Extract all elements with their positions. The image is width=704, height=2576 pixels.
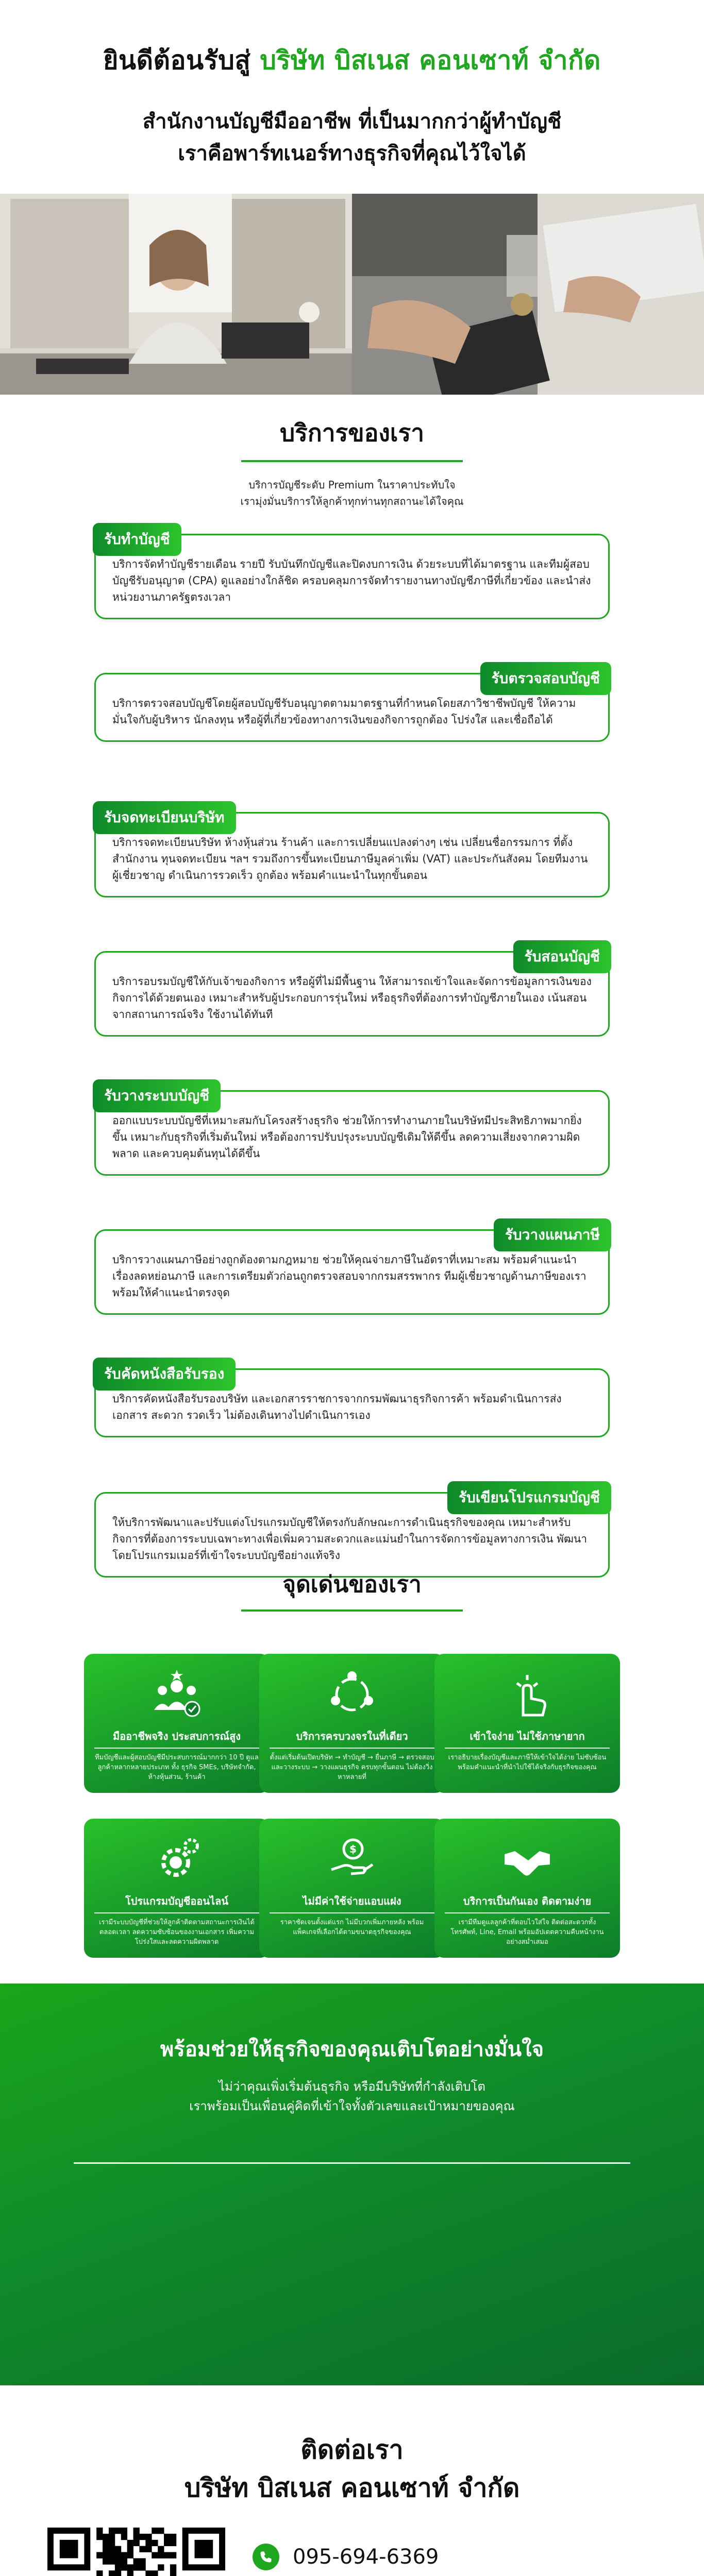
hero-title-brand: บริษัท บิสเนส คอนเซาท์ จำกัด: [260, 45, 601, 75]
service-description: บริการคัดหนังสือรับรองบริษัท และเอกสารราชการจากกรมพัฒนาธุรกิจการค้า พร้อมดำเนินการส่งเอกสาร สะดวก รวดเร็ว ไม่ต้องเดินทางไปดำเนินการเอง: [112, 1393, 562, 1421]
hero-title-prefix: ยินดีต้อนรับสู่: [103, 45, 251, 75]
service-description: บริการอบรมบัญชีให้กับเจ้าของกิจการ หรือผู้ที่ไม่มีพื้นฐาน ให้สามารถเข้าใจและจัดการข้อมูลการเงินของกิจการได้ด้วยตนเอง เหมาะสำหรับผู้ประกอบการรุ่นใหม่ หรือธุรกิจที่ต้องการทำบัญชีภายในเอง เน้นสอนจากสถานการณ์จริง ใช้งานได้ทันที: [112, 975, 592, 1021]
service-card-accounting: [94, 531, 610, 619]
highlights-title: จุดเด่นของเรา: [282, 1571, 422, 1598]
service-description: บริการจดทะเบียนบริษัท ห้างหุ้นส่วน ร้านค้า และการเปลี่ยนแปลงต่างๆ เช่น เปลี่ยนชื่อกรรมการ ที่ตั้งสำนักงาน ทุนจดทะเบียน ฯลฯ รวมถึงการขึ้นทะเบียนภาษีมูลค่าเพิ่ม (VAT) และประกันสังคม โดยทีมงานผู้เชี่ยวชาญ ดำเนินการรวดเร็ว ถูกต้อง พร้อมคำแนะนำในทุกขั้นตอน: [112, 836, 588, 882]
services-section: [0, 395, 704, 1562]
service-description: บริการตรวจสอบบัญชีโดยผู้สอบบัญชีรับอนุญาตตามมาตรฐานที่กำหนดโดยสภาวิชาชีพบัญชี ให้ความมั่นใจกับผู้บริหาร นักลงทุน หรือผู้ที่เกี่ยวข้องทางการเงินของกิจการถูกต้อง โปร่งใส และเชื่อถือได้: [112, 697, 576, 726]
service-tag: รับตรวจสอบบัญชี: [480, 662, 611, 695]
highlight-title: เข้าใจง่าย ไม่ใช้ภาษายาก: [445, 1728, 610, 1749]
services-intro-line2: เรามุ่งมั่นบริการให้ลูกค้าทุกท่านทุกสถานะได้ใจคุณ: [240, 495, 464, 507]
contact-title-line2: บริษัท บิสเนส คอนเซาท์ จำกัด: [184, 2473, 520, 2503]
cta-text-line2: เราพร้อมเป็นเพื่อนคู่คิดที่เข้าใจทั้งตัวเลขและเป้าหมายของคุณ: [189, 2099, 515, 2113]
service-tag: รับจดทะเบียนบริษัท: [93, 801, 236, 834]
svg-text:$: $: [349, 1843, 357, 1855]
highlight-title: ไม่มีค่าใช้จ่ายแอบแฝง: [270, 1893, 434, 1913]
office-photo: [0, 194, 352, 395]
contact-title: [0, 2431, 704, 2507]
highlight-description: เรามีทีมดูแลลูกค้าที่ตอบไวใส่ใจ ติดต่อสะดวกทั้ง โทรศัพท์, Line, Email พร้อมอัปเดตความคืบหน้างานอย่างสม่ำเสมอ: [450, 1919, 604, 1946]
cta-section: [0, 1984, 704, 2385]
team-star-icon: [148, 1666, 205, 1723]
highlight-card-no-hidden-cost: [259, 1819, 445, 1958]
service-tag: รับเขียนโปรแกรมบัญชี: [447, 1481, 611, 1514]
qr-code-graphic: [47, 2528, 225, 2576]
highlight-title: มืออาชีพจริง ประสบการณ์สูง: [94, 1728, 259, 1749]
hero-subtitle: [0, 106, 704, 170]
cycle-icon: [324, 1666, 380, 1723]
office-scene: [0, 194, 352, 395]
hand-tap-icon: [499, 1666, 556, 1723]
highlight-description: ราคาชัดเจนตั้งแต่แรก ไม่มีบวกเพิ่มภายหลัง พร้อมแพ็คเกจที่เลือกได้ตามขนาดธุรกิจของคุณ: [280, 1919, 424, 1936]
service-card-system-design: [94, 1087, 610, 1176]
service-tag: รับคัดหนังสือรับรอง: [93, 1358, 236, 1391]
service-card-software: [94, 1489, 610, 1578]
hero-title: [0, 40, 704, 81]
highlight-card-experience: [84, 1654, 270, 1793]
service-card-registration: [94, 809, 610, 897]
contact-title-line1: ติดต่อเรา: [300, 2435, 404, 2465]
cta-divider: [74, 2162, 630, 2164]
services-intro: [0, 477, 704, 510]
highlight-description: ทีมบัญชีและผู้สอบบัญชีมีประสบการณ์มากกว่า 10 ปี ดูแลลูกค้าหลากหลายประเภท ทั้ง ธุรกิจ SMEs, บริษัทจำกัด, ห้างหุ้นส่วน, ร้านค้า: [95, 1754, 259, 1781]
highlight-card-one-stop: [259, 1654, 445, 1793]
service-tag: รับวางระบบบัญชี: [93, 1079, 221, 1112]
contact-phone-text: 095-694-6369: [293, 2545, 439, 2569]
desk-photo: [352, 194, 704, 395]
phone-icon: [253, 2544, 279, 2570]
coin-hand-icon: [324, 1831, 380, 1888]
highlight-title: บริการครบวงจรในที่เดียว: [270, 1728, 434, 1749]
hero-photo: [0, 194, 704, 395]
cta-text: [0, 2077, 704, 2116]
service-card-certificate: [94, 1365, 610, 1437]
contact-phone[interactable]: [253, 2536, 600, 2576]
cta-text-line1: ไม่ว่าคุณเพิ่งเริ่มต้นธุรกิจ หรือมีบริษัทที่กำลังเติบโต: [218, 2079, 486, 2094]
services-intro-line1: บริการบัญชีระดับ Premium ในราคาประทับใจ: [248, 479, 456, 491]
cta-title: พร้อมช่วยให้ธุรกิจของคุณเติบโตอย่างมั่นใจ: [160, 2038, 544, 2061]
service-tag: รับทำบัญชี: [93, 523, 181, 556]
service-description: ให้บริการพัฒนาและปรับแต่งโปรแกรมบัญชีให้ตรงกับลักษณะการดำเนินธุรกิจของคุณ เหมาะสำหรับกิจการที่ต้องการระบบเฉพาะทางเพื่อเพิ่มความสะดวกและแม่นยำในการจัดการข้อมูลทางการเงิน พัฒนาโดยโปรแกรมเมอร์ที่เข้าใจระบบบัญชีอย่างแท้จริง: [112, 1516, 588, 1562]
service-card-audit: [94, 670, 610, 742]
hero-header: [0, 0, 704, 194]
service-description: ออกแบบระบบบัญชีที่เหมาะสมกับโครงสร้างธุรกิจ ช่วยให้การทำงานภายในบริษัทมีประสิทธิภาพมากยิ่งขึ้น เหมาะกับธุรกิจที่เริ่มต้นใหม่ หรือต้องการปรับปรุงระบบบัญชีเดิมให้ดีขึ้น ลดความเสี่ยงจากความผิดพลาด และควบคุมต้นทุนได้ดีขึ้น: [112, 1114, 582, 1160]
highlight-card-friendly-service: [434, 1819, 620, 1958]
highlights-title-underline: [241, 1609, 463, 1612]
highlight-card-online-software: [84, 1819, 270, 1958]
highlights-section: [0, 1566, 704, 1946]
line-qr-code[interactable]: [47, 2528, 225, 2576]
contact-section: [0, 2385, 704, 2576]
hero-subtitle-line1: สำนักงานบัญชีมืออาชีพ ที่เป็นมากกว่าผู้ทำบัญชี: [142, 110, 562, 133]
service-description: บริการจัดทำบัญชีรายเดือน รายปี รับบันทึกบัญชีและปิดงบการเงิน ด้วยระบบที่ได้มาตรฐาน และทีมผู้สอบบัญชีรับอนุญาต (CPA) ดูแลอย่างใกล้ชิด ครอบคลุมการจัดทำรายงานทางบัญชีภาษีที่เกี่ยวข้อง และนำส่งหน่วยงานภาครัฐตรงเวลา: [112, 558, 591, 603]
service-description: บริการวางแผนภาษีอย่างถูกต้องตามกฎหมาย ช่วยให้คุณจ่ายภาษีในอัตราที่เหมาะสม พร้อมคำแนะนำเรื่องลดหย่อนภาษี และการเตรียมตัวก่อนถูกตรวจสอบจากกรมสรรพากร ทีมผู้เชี่ยวชาญด้านภาษีของเราพร้อมให้คำแนะนำตรงจุด: [112, 1253, 586, 1299]
handshake-icon: [499, 1831, 556, 1888]
software-gear-icon: [148, 1831, 205, 1888]
services-title: บริการของเรา: [279, 419, 425, 447]
highlight-description: เราอธิบายเรื่องบัญชีและภาษีให้เข้าใจได้ง่าย ไม่ซับซ้อน พร้อมคำแนะนำที่นำไปใช้ได้จริงกับธุรกิจของคุณ: [448, 1754, 607, 1771]
service-card-tax-planning: [94, 1226, 610, 1315]
highlight-title: บริการเป็นกันเอง ติดตามง่าย: [445, 1893, 610, 1913]
highlight-description: ตั้งแต่เริ่มต้นเปิดบริษัท → ทำบัญชี → ยื่นภาษี → ตรวจสอบและวางระบบ → วางแผนธุรกิจ ครบทุกขั้นตอน ไม่ต้องวิ่งหาหลายที่: [270, 1754, 434, 1781]
desk-scene: [352, 194, 704, 395]
service-tag: รับวางแผนภาษี: [494, 1218, 611, 1251]
hero-subtitle-line2: เราคือพาร์ทเนอร์ทางธุรกิจที่คุณไว้ใจได้: [178, 142, 526, 165]
highlight-description: เรามีระบบบัญชีที่ช่วยให้ลูกค้าติดตามสถานะการเงินได้ตลอดเวลา ลดความซับซ้อนของงานเอกสาร เพิ่มความโปร่งใสและลดความผิดพลาด: [99, 1919, 255, 1946]
services-title-underline: [241, 460, 463, 462]
highlight-title: โปรแกรมบัญชีออนไลน์: [94, 1893, 259, 1913]
service-tag: รับสอนบัญชี: [513, 940, 612, 973]
highlight-card-easy-language: [434, 1654, 620, 1793]
service-card-training: [94, 948, 610, 1037]
contact-list: [253, 2536, 600, 2576]
